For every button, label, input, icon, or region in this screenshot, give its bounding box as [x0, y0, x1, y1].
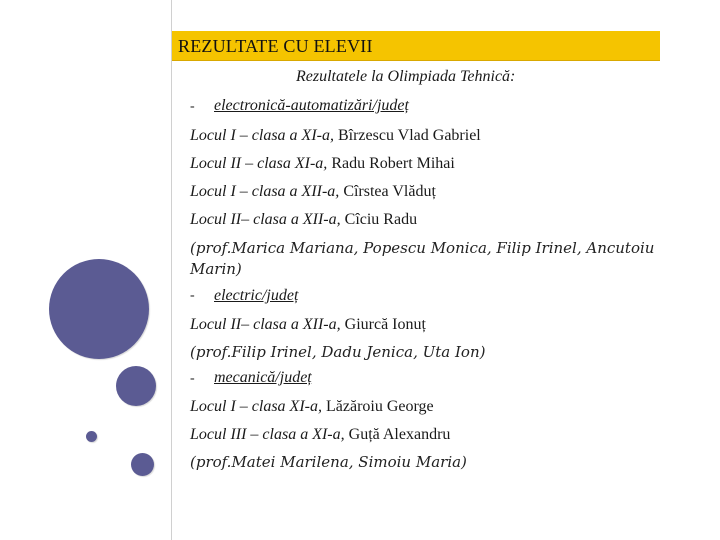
decorative-circle-large — [49, 259, 149, 359]
result-line — [190, 211, 417, 229]
left-divider-line — [171, 0, 172, 540]
decorative-circle-small — [131, 453, 154, 476]
result-line — [190, 155, 455, 173]
teachers-note: (prof.Filip Irinel, Dadu Jenica, Uta Ion) — [190, 343, 486, 361]
teachers-note: (prof.Marica Mariana, Popescu Monica, Filip Irinel, Ancutoiu Marin) — [190, 239, 655, 278]
olympiad-heading: Rezultatele la Olimpiada Tehnică: — [296, 68, 516, 85]
student-name: Bîrzescu Vlad Gabriel — [337, 127, 481, 144]
student-name: Cîrstea Vlăduț — [343, 183, 436, 200]
slide-title: REZULTATE CU ELEVII — [178, 36, 373, 56]
result-place: Locul II– clasa a XII-a, — [190, 211, 345, 228]
result-line — [190, 426, 450, 444]
student-name: Cîciu Radu — [344, 211, 418, 228]
student-name: Giurcă Ionuț — [344, 316, 426, 333]
student-name: Lăzăroiu George — [325, 398, 434, 415]
result-place: Locul I – clasa a XI-a, — [190, 127, 338, 144]
decorative-circle-tiny — [86, 431, 97, 442]
result-line — [190, 127, 481, 145]
result-place: Locul I – clasa XI-a, — [190, 398, 326, 415]
bullet-marker: - — [190, 371, 195, 386]
bullet-marker: - — [190, 288, 195, 303]
result-line — [190, 183, 436, 201]
result-line — [190, 398, 434, 416]
category-mechanical: mecanică/județ — [214, 369, 312, 386]
result-place: Locul II– clasa a XII-a, — [190, 316, 345, 333]
result-place: Locul III – clasa a XI-a, — [190, 426, 349, 443]
category-electronics: electronică-automatizări/județ — [214, 97, 409, 114]
result-place: Locul II – clasa XI-a, — [190, 155, 332, 172]
result-line — [190, 316, 426, 334]
bullet-marker: - — [190, 99, 195, 114]
teachers-note: (prof.Matei Marilena, Simoiu Maria) — [190, 453, 467, 471]
student-name: Guță Alexandru — [348, 426, 451, 443]
result-place: Locul I – clasa a XII-a, — [190, 183, 344, 200]
student-name: Radu Robert Mihai — [331, 155, 455, 172]
decorative-circle-medium — [116, 366, 156, 406]
category-electric: electric/județ — [214, 287, 299, 304]
